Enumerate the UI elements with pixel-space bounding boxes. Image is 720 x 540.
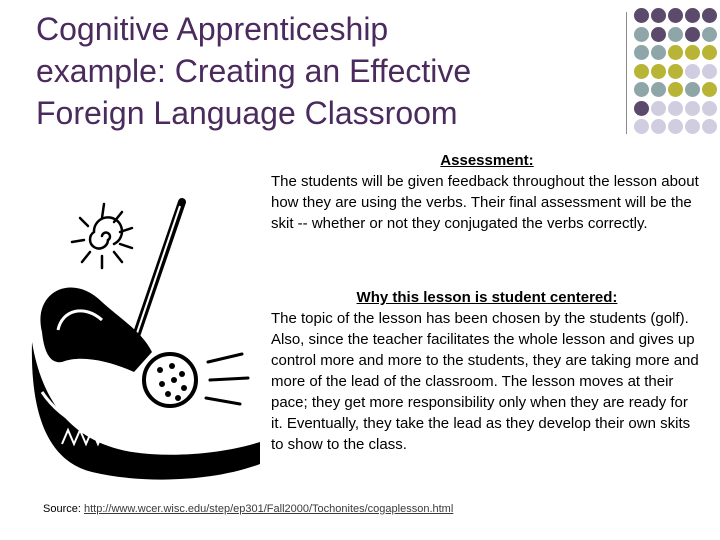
decorative-dot (651, 82, 666, 97)
decorative-dot (651, 64, 666, 79)
decorative-dot (634, 8, 649, 23)
decorative-dot (651, 45, 666, 60)
decorative-dot-grid (634, 8, 718, 138)
decorative-dot (634, 27, 649, 42)
source-label: Source: (43, 503, 84, 515)
decorative-dot (634, 101, 649, 116)
decorative-dot (702, 8, 717, 23)
decorative-dot (668, 8, 683, 23)
title-line-2: example: Creating an Effective (36, 53, 472, 89)
decorative-dot (685, 45, 700, 60)
decorative-dot (685, 64, 700, 79)
decorative-dot (702, 45, 717, 60)
title-line-1: Cognitive Apprenticeship (36, 11, 389, 47)
decorative-dot (702, 27, 717, 42)
decorative-dot (668, 82, 683, 97)
decorative-dot (702, 64, 717, 79)
title-divider (626, 12, 627, 134)
decorative-dot (702, 101, 717, 116)
assessment-section (271, 150, 703, 234)
decorative-dot (651, 27, 666, 42)
title-line-3: Foreign Language Classroom (36, 95, 458, 131)
slide-title (36, 8, 616, 134)
decorative-dot (634, 64, 649, 79)
decorative-dot (651, 119, 666, 134)
decorative-dot (685, 82, 700, 97)
decorative-dot (668, 119, 683, 134)
decorative-dot (634, 82, 649, 97)
decorative-dot (668, 101, 683, 116)
source-citation (43, 502, 453, 516)
decorative-dot (685, 119, 700, 134)
decorative-dot (634, 45, 649, 60)
decorative-dot (651, 8, 666, 23)
decorative-dot (651, 101, 666, 116)
decorative-dot (702, 82, 717, 97)
decorative-dot (702, 119, 717, 134)
decorative-dot (685, 101, 700, 116)
student-centered-section (271, 287, 703, 455)
assessment-heading: Assessment: (440, 152, 534, 169)
decorative-dot (668, 27, 683, 42)
student-centered-body: The topic of the lesson has been chosen by the students (golf). Also, since the teacher facilitates the whole lesson and gives up control more and more to the students, they are taking more and more of the lead of the classroom. The lesson moves at their pace; they get more responsibility only when they are ready for it. Eventually, they take the lead as they develop their own skits to show to the class. (271, 310, 699, 453)
golf-club-ball-icon (22, 192, 264, 488)
assessment-body: The students will be given feedback throughout the lesson about how they are using the verbs. Their final assessment will be the skit -- whether or not they conjugated the verbs correctly. (271, 173, 699, 232)
decorative-dot (685, 27, 700, 42)
source-link[interactable]: http://www.wcer.wisc.edu/step/ep301/Fall2000/Tochonites/cogaplesson.html (83, 503, 454, 515)
decorative-dot (668, 64, 683, 79)
decorative-dot (668, 45, 683, 60)
decorative-dot (634, 119, 649, 134)
decorative-dot (685, 8, 700, 23)
student-centered-heading: Why this lesson is student centered: (356, 289, 618, 306)
